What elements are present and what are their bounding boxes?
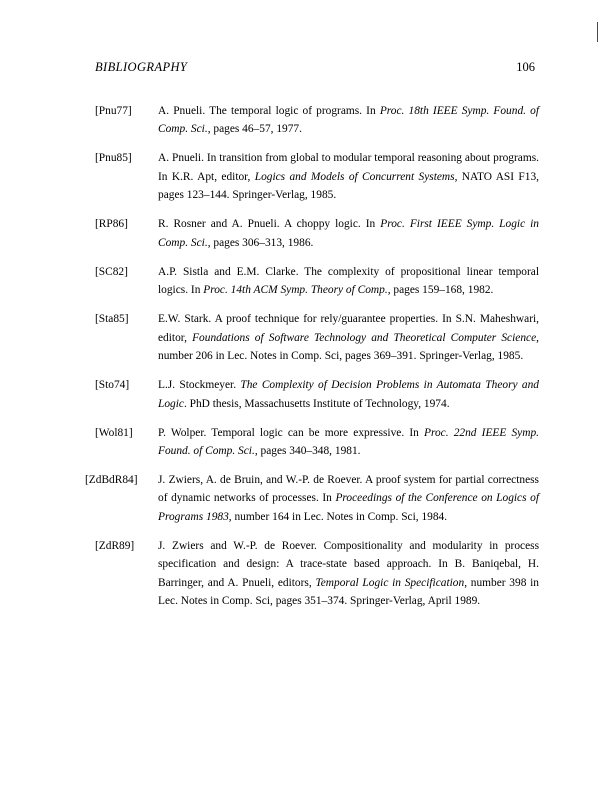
page-number: 106 [516,60,535,74]
bibliography-entry [95,424,539,461]
bibliography-entry-text [158,537,539,611]
entry-title-italic: Proceedings of the Conference on Logics of Programs 1983 [158,492,539,523]
entry-text-segment: , number 398 in Lec. Notes in Comp. Sci, pages 351–374. Springer-Verlag, April 1989. [158,576,539,608]
entry-text-segment: J. Zwiers and W.-P. de Roever. Compositionality and modularity in process specification and design: A trace-state based approach. In B. Baniqebal, H. Barringer, and A. Pnueli, editors, [158,539,539,589]
bibliography-entry [95,263,539,300]
entry-text-segment: , pages 159–168, 1982. [387,284,494,297]
bibliography-entry-text [158,310,539,365]
entry-text-segment: P. Wolper. Temporal logic can be more expressive. In [158,426,424,439]
bibliography-entry-text [158,215,539,252]
entry-title-italic: Proc. First IEEE Symp. Logic in Comp. Sci. [158,218,539,249]
entry-text-segment: . PhD thesis, Massachusetts Institute of Technology, 1974. [183,397,450,410]
entry-text-segment: , pages 306–313, 1986. [207,236,314,249]
entry-text-segment: R. Rosner and A. Pnueli. A choppy logic. In [158,218,381,231]
entry-text-segment: J. Zwiers, A. de Bruin, and W.-P. de Roever. A proof system for partial correctness of dynamic networks of processes. In [158,474,539,505]
entry-text-segment: A. Pnueli. In transition from global to modular temporal reasoning about programs. In K.R. Apt, editor, [158,152,539,183]
bibliography-entry-text [158,102,539,139]
page-title: BIBLIOGRAPHY [95,60,188,74]
entry-title-italic: Logics and Models of Concurrent Systems [254,170,455,183]
entry-title-italic: Proc. 14th ACM Symp. Theory of Comp. [203,284,388,297]
bibliography-entry [95,102,539,139]
entry-text-segment: A. Pnueli. The temporal logic of programs. In [158,105,380,117]
entry-title-italic: Proc. 22nd IEEE Symp. Found. of Comp. Sci. [158,426,539,458]
bibliography-entry-key: [SC82] [95,265,128,278]
bibliography-entry-text [158,471,539,526]
bibliography-entry-text [158,149,539,204]
page-edge-mark [597,22,598,42]
bibliography-entry-key: [Sta85] [95,313,129,326]
bibliography-entry-key: [Pnu77] [95,105,132,117]
entry-text-segment: , number 206 in Lec. Notes in Comp. Sci, pages 369–391. Springer-Verlag, 1985. [158,331,539,363]
bibliography-entry-key: [Sto74] [95,379,130,392]
bibliography-entry-text [158,376,539,413]
entry-text-segment: A.P. Sistla and E.M. Clarke. The complexity of propositional linear temporal logics. In [158,265,539,297]
entry-text-segment: E.W. Stark. A proof technique for rely/guarantee properties. In S.N. Maheshwari, editor, [158,313,539,344]
entry-title-italic: Foundations of Software Technology and Theoretical Computer Science [192,331,537,344]
bibliography-entry-key: [ZdR89] [95,539,135,552]
entry-text-segment: , number 164 in Lec. Notes in Comp. Sci, 1984. [228,510,448,523]
entry-text-segment: , pages 46–57, 1977. [207,123,302,136]
bibliography-list [85,102,540,621]
bibliography-entry-key: [Pnu85] [95,152,132,165]
bibliography-entry-key: [RP86] [95,218,128,231]
entry-title-italic: Proc. 18th IEEE Symp. Found. of Comp. Sci. [158,105,539,136]
bibliography-entry-key: [Wol81] [95,426,133,439]
entry-title-italic: Temporal Logic in Specification [315,576,465,589]
bibliography-entry-text [158,263,539,300]
bibliography-entry [85,471,539,526]
entry-text-segment: , NATO ASI F13, pages 123–144. Springer-Verlag, 1985. [158,170,539,202]
bibliography-entry [95,149,539,204]
bibliography-entry [95,215,539,252]
page-header [95,60,535,75]
bibliography-entry [95,376,539,413]
bibliography-entry-text [158,424,539,461]
bibliography-entry [95,310,539,365]
bibliography-entry-key: [ZdBdR84] [85,474,138,486]
entry-text-segment: , pages 340–348, 1981. [254,445,361,458]
entry-text-segment: L.J. Stockmeyer. [158,379,241,392]
entry-title-italic: The Complexity of Decision Problems in Automata Theory and Logic [158,379,540,410]
bibliography-entry [95,537,539,611]
